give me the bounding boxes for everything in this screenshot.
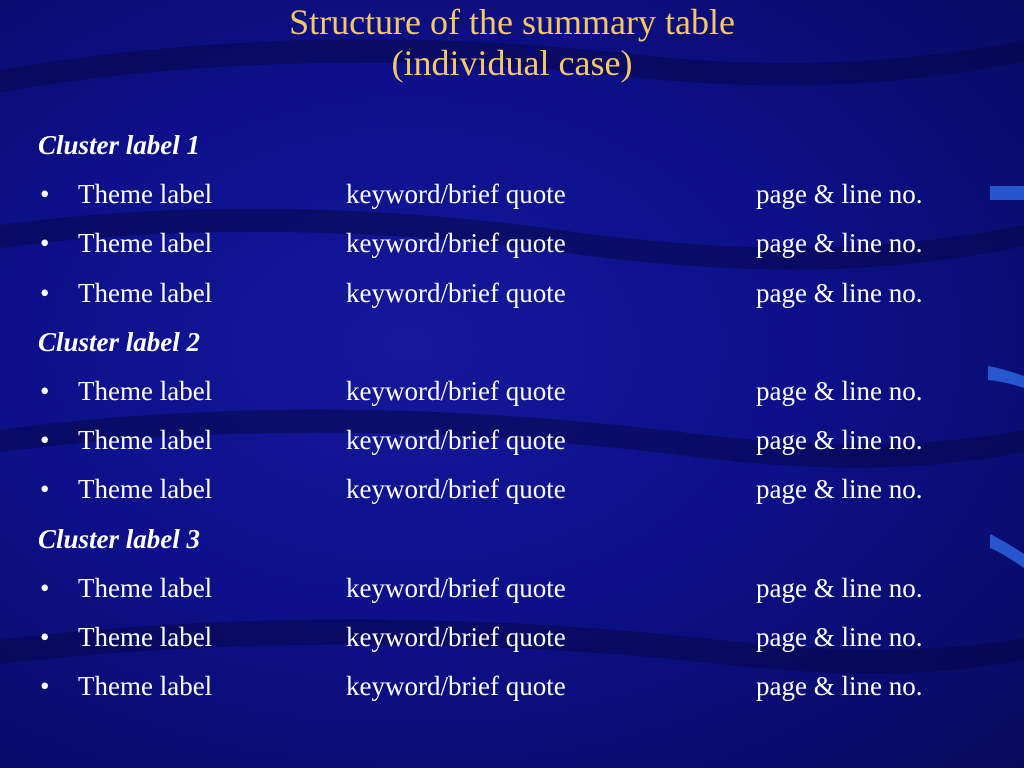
theme-row [0, 417, 1024, 466]
theme-row [0, 171, 1024, 220]
keyword-quote: keyword/brief quote [346, 474, 566, 505]
theme-row [0, 270, 1024, 319]
theme-label: Theme label [78, 277, 213, 308]
cluster-heading-2 [0, 319, 1024, 368]
cluster-label: Cluster label 1 [38, 130, 201, 160]
page-line-reference: page & line no. [756, 572, 923, 603]
keyword-quote: keyword/brief quote [346, 375, 566, 406]
theme-label: Theme label [78, 621, 213, 652]
cluster-label: Cluster label 2 [38, 326, 201, 357]
keyword-quote: keyword/brief quote [346, 572, 566, 603]
page-line-reference: page & line no. [756, 375, 923, 406]
theme-label: Theme label [78, 228, 213, 259]
bullet-icon: • [40, 425, 50, 456]
theme-row [0, 466, 1024, 515]
keyword-quote: keyword/brief quote [346, 277, 566, 308]
theme-label: Theme label [78, 425, 213, 456]
theme-row [0, 368, 1024, 417]
page-line-reference: page & line no. [756, 621, 923, 652]
page-line-reference: page & line no. [756, 474, 923, 505]
bullet-icon: • [40, 572, 50, 603]
page-line-reference: page & line no. [756, 179, 923, 210]
theme-row [0, 565, 1024, 614]
bullet-icon: • [40, 179, 50, 210]
slide-title-line-2: (individual case) [391, 43, 633, 83]
theme-label: Theme label [78, 375, 213, 406]
keyword-quote: keyword/brief quote [346, 179, 566, 210]
keyword-quote: keyword/brief quote [346, 671, 566, 702]
keyword-quote: keyword/brief quote [346, 425, 566, 456]
keyword-quote: keyword/brief quote [346, 621, 566, 652]
slide-title [0, 2, 1024, 84]
cluster-heading-1 [0, 122, 1024, 171]
summary-table [0, 122, 1024, 712]
bullet-icon: • [40, 671, 50, 702]
page-line-reference: page & line no. [756, 671, 923, 702]
cluster-label: Cluster label 3 [38, 523, 201, 554]
theme-label: Theme label [78, 671, 213, 702]
page-line-reference: page & line no. [756, 228, 923, 259]
theme-label: Theme label [78, 572, 213, 603]
theme-label: Theme label [78, 474, 213, 505]
keyword-quote: keyword/brief quote [346, 228, 566, 259]
theme-row [0, 220, 1024, 269]
slide-title-line-1: Structure of the summary table [289, 2, 735, 42]
theme-label: Theme label [78, 179, 213, 210]
theme-row [0, 663, 1024, 712]
bullet-icon: • [40, 621, 50, 652]
page-line-reference: page & line no. [756, 425, 923, 456]
bullet-icon: • [40, 228, 50, 259]
page-line-reference: page & line no. [756, 277, 923, 308]
bullet-icon: • [40, 474, 50, 505]
cluster-heading-3 [0, 516, 1024, 565]
bullet-icon: • [40, 277, 50, 308]
bullet-icon: • [40, 375, 50, 406]
theme-row [0, 614, 1024, 663]
